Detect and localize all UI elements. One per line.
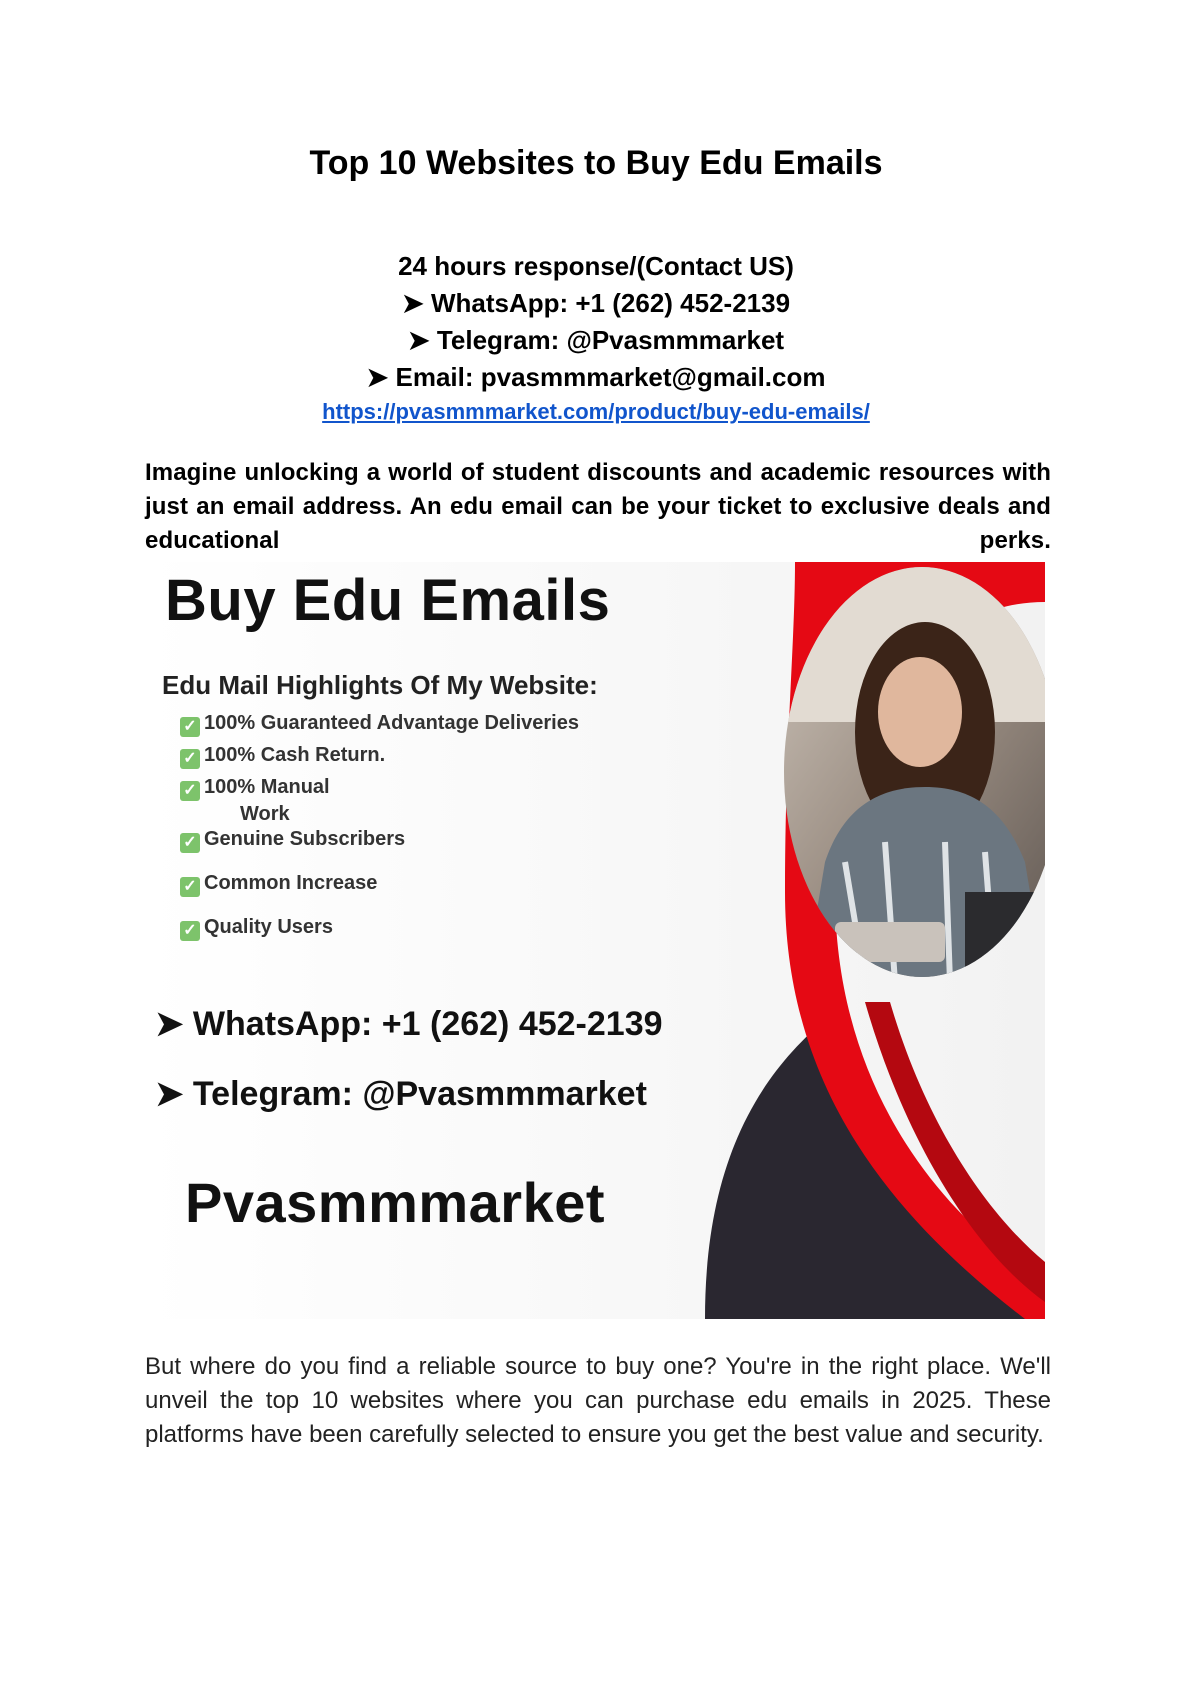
check-icon: ✓ <box>180 717 200 737</box>
banner-brand: Pvasmmmarket <box>185 1171 606 1234</box>
highlight-item: ✓ Common Increase <box>180 872 377 897</box>
highlight-item: ✓ 100% Cash Return. <box>180 744 385 769</box>
banner-subtitle: Edu Mail Highlights Of My Website: <box>162 670 598 700</box>
intro-paragraph: Imagine unlocking a world of student discounts and academic resources with just an email address. An edu email can be your ticket to exclusive deals and educational perks. <box>145 459 1051 554</box>
contact-email: ➤ Email: pvasmmmarket@gmail.com <box>366 362 826 392</box>
banner-telegram: ➤ Telegram: @Pvasmmmarket <box>155 1075 647 1113</box>
check-icon: ✓ <box>180 921 200 941</box>
highlight-item: ✓ 100% Manual <box>180 776 330 801</box>
highlight-item: ✓ Genuine Subscribers <box>180 828 405 853</box>
highlight-item: ✓ Quality Users <box>180 916 333 941</box>
contact-block <box>0 248 1192 428</box>
product-link[interactable]: https://pvasmmmarket.com/product/buy-edu-emails/ <box>322 399 870 424</box>
check-icon: ✓ <box>180 749 200 769</box>
highlight-item-continuation: Work <box>240 803 290 825</box>
promo-banner-image <box>145 562 1045 1319</box>
banner-whatsapp: ➤ WhatsApp: +1 (262) 452-2139 <box>155 1005 663 1043</box>
contact-telegram: ➤ Telegram: @Pvasmmmarket <box>407 325 785 355</box>
outro-paragraph: But where do you find a reliable source to buy one? You're in the right place. We'll unveil the top 10 websites where you can purchase edu emails in 2025. These platforms have been carefully selected to ensure you get the best value and security. <box>145 1353 1051 1448</box>
check-icon: ✓ <box>180 877 200 897</box>
contact-whatsapp: ➤ WhatsApp: +1 (262) 452-2139 <box>401 288 791 318</box>
banner-title: Buy Edu Emails <box>165 568 611 633</box>
check-icon: ✓ <box>180 833 200 853</box>
check-icon: ✓ <box>180 781 200 801</box>
highlight-item: ✓ 100% Guaranteed Advantage Deliveries <box>180 712 579 737</box>
contact-heading: 24 hours response/(Contact US) <box>398 251 794 281</box>
page-title: Top 10 Websites to Buy Edu Emails <box>309 144 883 182</box>
